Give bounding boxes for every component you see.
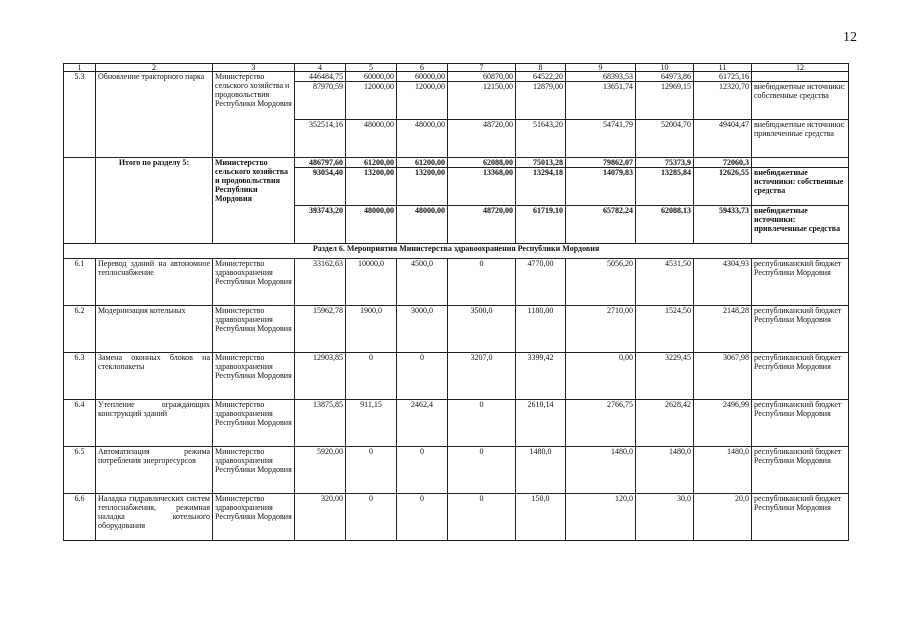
table-row: [64, 353, 849, 400]
row-name: Модернизация котельных: [96, 306, 213, 353]
cell-value: 14079,83: [566, 168, 636, 206]
row-number: 5.3: [64, 72, 96, 158]
row-name: Обновление тракторного парка: [96, 72, 213, 158]
cell-value: 15962,78: [295, 306, 346, 353]
col-header: 9: [566, 64, 636, 72]
cell-value: 30,0: [636, 494, 694, 541]
cell-value: 48720,00: [448, 120, 516, 158]
cell-value: 3207,0: [448, 353, 516, 400]
cell-value: 12903,85: [295, 353, 346, 400]
cell-value: 61725,16: [694, 72, 752, 82]
row-number: 6.3: [64, 353, 96, 400]
cell-source: республиканский бюджет Республики Мордовия: [752, 400, 849, 447]
cell-value: 12000,00: [397, 82, 448, 120]
header-row: [64, 64, 849, 72]
cell-value: 72060,3: [694, 158, 752, 168]
cell-value: 48000,00: [346, 206, 397, 244]
cell-value: 2610,14: [516, 400, 566, 447]
cell-source: внебюджетные источники: собственные средства: [752, 168, 849, 206]
cell-value: 13875,85: [295, 400, 346, 447]
row-org: Министерство здравоохранения Республики Мордовия: [213, 259, 295, 306]
cell-value: 2628,42: [636, 400, 694, 447]
cell-value: 61719,10: [516, 206, 566, 244]
cell-value: 12969,15: [636, 82, 694, 120]
cell-source: республиканский бюджет Республики Мордовия: [752, 353, 849, 400]
cell-value: 0,00: [566, 353, 636, 400]
cell-value: 48000,00: [397, 206, 448, 244]
cell-value: 60000,00: [397, 72, 448, 82]
col-header: 10: [636, 64, 694, 72]
row-org: Министерство здравоохранения Республики Мордовия: [213, 494, 295, 541]
cell-value: 20,0: [694, 494, 752, 541]
cell-value: 393743,20: [295, 206, 346, 244]
cell-value: 0: [448, 494, 516, 541]
cell-value: 3399,42: [516, 353, 566, 400]
col-header: 12: [752, 64, 849, 72]
cell-value: 49404,47: [694, 120, 752, 158]
cell-value: 79862,07: [566, 158, 636, 168]
cell-source: внебюджетные источники: собственные средства: [752, 82, 849, 120]
cell-value: 2710,00: [566, 306, 636, 353]
cell-value: 13651,74: [566, 82, 636, 120]
row-number: 6.5: [64, 447, 96, 494]
row-number: 6.4: [64, 400, 96, 447]
cell-value: 1524,50: [636, 306, 694, 353]
program-table: [63, 63, 849, 541]
cell-value: 33162,63: [295, 259, 346, 306]
total-row: [64, 158, 849, 168]
cell-value: 87970,59: [295, 82, 346, 120]
cell-value: 3067,98: [694, 353, 752, 400]
row-org: Министерство здравоохранения Республики Мордовия: [213, 306, 295, 353]
row-name: Наладка гидравлических систем теплоснабжения, режимная наладка котельного оборудования: [96, 494, 213, 541]
section-title: Раздел 6. Мероприятия Министерства здравоохранения Республики Мордовия: [64, 244, 849, 259]
row-name: Утепление ограждающих конструкций зданий: [96, 400, 213, 447]
cell-value: 446484,75: [295, 72, 346, 82]
cell-value: 61200,00: [397, 158, 448, 168]
cell-source: республиканский бюджет Республики Мордовия: [752, 494, 849, 541]
row-name: Автоматизация режима потребления энергоресурсов: [96, 447, 213, 494]
row-number: 6.6: [64, 494, 96, 541]
col-header: 7: [448, 64, 516, 72]
cell-value: 352514,16: [295, 120, 346, 158]
cell-value: 4770,00: [516, 259, 566, 306]
cell-value: 150,0: [516, 494, 566, 541]
row-org: Министерство здравоохранения Республики Мордовия: [213, 447, 295, 494]
cell-value: 75013,28: [516, 158, 566, 168]
table-row: [64, 494, 849, 541]
cell-value: 4304,93: [694, 259, 752, 306]
cell-value: 13200,00: [397, 168, 448, 206]
cell-value: 48000,00: [346, 120, 397, 158]
cell-value: 1900,0: [346, 306, 397, 353]
cell-source: республиканский бюджет Республики Мордовия: [752, 259, 849, 306]
cell-value: 911,15: [346, 400, 397, 447]
table-row: [64, 447, 849, 494]
section6-rows: [64, 259, 849, 541]
col-header: 3: [213, 64, 295, 72]
cell-value: 120,0: [566, 494, 636, 541]
cell-value: 2766,75: [566, 400, 636, 447]
cell-value: 0: [397, 353, 448, 400]
cell-value: 61200,00: [346, 158, 397, 168]
row-number: 6.1: [64, 259, 96, 306]
total-label: Итого по разделу 5:: [96, 158, 213, 244]
cell-source: республиканский бюджет Республики Мордовия: [752, 306, 849, 353]
cell-value: 62088,00: [448, 158, 516, 168]
cell-value: 320,00: [295, 494, 346, 541]
cell-value: 12320,70: [694, 82, 752, 120]
cell-value: 4531,50: [636, 259, 694, 306]
cell-value: 54741,79: [566, 120, 636, 158]
cell-value: 68393,53: [566, 72, 636, 82]
empty-cell: [64, 158, 96, 244]
cell-value: 0: [448, 259, 516, 306]
col-header: 11: [694, 64, 752, 72]
cell-value: 5920,00: [295, 447, 346, 494]
cell-value: 1480,0: [694, 447, 752, 494]
cell-source: внебюджетные источники: привлеченные средства: [752, 120, 849, 158]
table-row: [64, 72, 849, 82]
row-org: Министерство сельского хозяйства и продовольствия Республики Мордовия: [213, 72, 295, 158]
cell-value: 1480,0: [566, 447, 636, 494]
cell-value: 1480,0: [636, 447, 694, 494]
cell-value: 5056,20: [566, 259, 636, 306]
col-header: 8: [516, 64, 566, 72]
cell-value: 2462,4: [397, 400, 448, 447]
cell-value: 0: [448, 447, 516, 494]
cell-value: 3229,45: [636, 353, 694, 400]
cell-value: 51643,20: [516, 120, 566, 158]
cell-value: 12150,00: [448, 82, 516, 120]
cell-value: 60870,00: [448, 72, 516, 82]
cell-value: 12000,00: [346, 82, 397, 120]
col-header: 6: [397, 64, 448, 72]
cell-value: 60000,00: [346, 72, 397, 82]
cell-value: 48000,00: [397, 120, 448, 158]
cell-value: 64522,20: [516, 72, 566, 82]
table-row: [64, 306, 849, 353]
cell-source: республиканский бюджет Республики Мордовия: [752, 447, 849, 494]
cell-value: 13368,00: [448, 168, 516, 206]
page-number: 12: [843, 30, 857, 45]
row-name: Перевод зданий на автономное теплоснабжение: [96, 259, 213, 306]
table-row: [64, 259, 849, 306]
cell-value: 4500,0: [397, 259, 448, 306]
cell-value: 48720,00: [448, 206, 516, 244]
row-org: Министерство здравоохранения Республики Мордовия: [213, 353, 295, 400]
cell-value: 2496,99: [694, 400, 752, 447]
section-header-row: [64, 244, 849, 259]
cell-value: 64973,86: [636, 72, 694, 82]
col-header: 5: [346, 64, 397, 72]
cell-value: 59433,73: [694, 206, 752, 244]
col-header: 1: [64, 64, 96, 72]
cell-value: 0: [397, 494, 448, 541]
table-row: [64, 400, 849, 447]
row-name: Замена оконных блоков на стеклопакеты: [96, 353, 213, 400]
row-number: 6.2: [64, 306, 96, 353]
cell-value: 2148,28: [694, 306, 752, 353]
cell-value: 62088,13: [636, 206, 694, 244]
cell-value: 1480,0: [516, 447, 566, 494]
cell-value: 10000,0: [346, 259, 397, 306]
cell-value: 13294,18: [516, 168, 566, 206]
cell-value: 0: [346, 353, 397, 400]
cell-value: 65782,24: [566, 206, 636, 244]
cell-value: 0: [346, 494, 397, 541]
cell-value: 486797,60: [295, 158, 346, 168]
total-org: Министерство сельского хозяйства и продовольствия Республики Мордовия: [213, 158, 295, 244]
cell-value: 0: [448, 400, 516, 447]
cell-source: [752, 72, 849, 82]
cell-value: 12626,55: [694, 168, 752, 206]
col-header: 2: [96, 64, 213, 72]
row-org: Министерство здравоохранения Республики Мордовия: [213, 400, 295, 447]
cell-value: 93054,40: [295, 168, 346, 206]
cell-value: 0: [346, 447, 397, 494]
cell-value: 0: [397, 447, 448, 494]
cell-value: 12879,00: [516, 82, 566, 120]
cell-source: [752, 158, 849, 168]
cell-value: 3500,0: [448, 306, 516, 353]
cell-value: 3000,0: [397, 306, 448, 353]
col-header: 4: [295, 64, 346, 72]
cell-value: 75373,9: [636, 158, 694, 168]
cell-source: внебюджетные источники: привлеченные средства: [752, 206, 849, 244]
cell-value: 13285,84: [636, 168, 694, 206]
cell-value: 1180,00: [516, 306, 566, 353]
cell-value: 52004,70: [636, 120, 694, 158]
cell-value: 13200,00: [346, 168, 397, 206]
